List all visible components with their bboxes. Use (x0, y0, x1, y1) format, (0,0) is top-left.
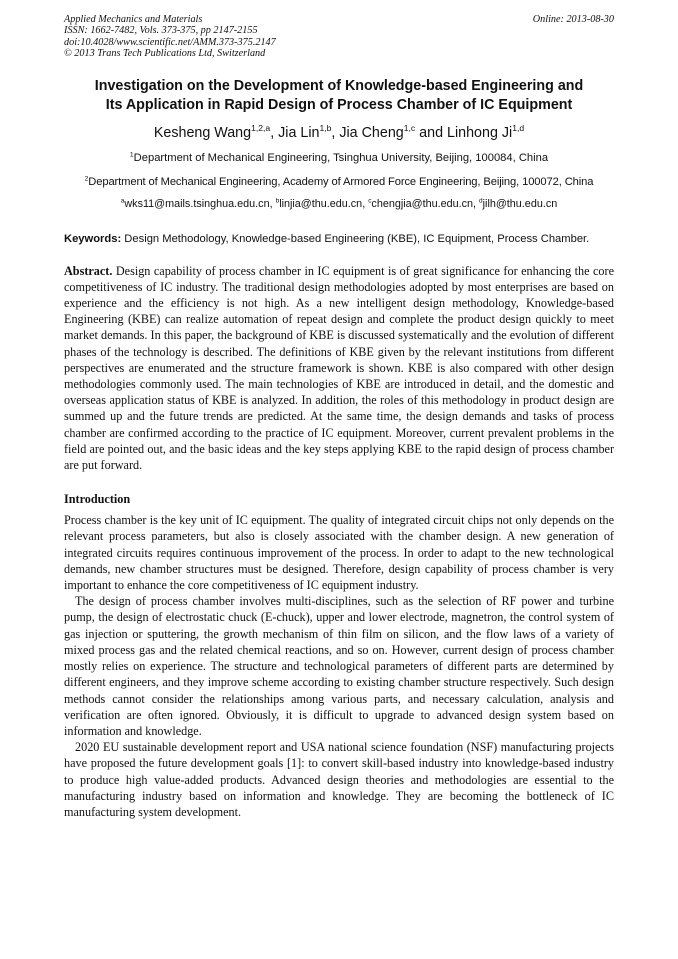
section-heading-introduction: Introduction (64, 492, 131, 507)
journal-header (64, 14, 614, 60)
email: $^c$chengjia@thu.edu.cn, (368, 197, 480, 210)
issn-line: ISSN: 1662-7482, Vols. 373-375, pp 2147-2155 (64, 25, 258, 37)
title-line-2: Its Application in Rapid Design of Process Chamber of IC Equipment (105, 96, 573, 113)
journal-name: Applied Mechanics and Materials (64, 14, 203, 25)
online-date: Online: 2013-08-30 (532, 14, 614, 25)
copyright-line: © 2013 Trans Tech Publications Ltd, Switzerland (64, 48, 266, 60)
email: $^b$linjia@thu.edu.cn, (275, 197, 369, 210)
paragraph: 2020 EU sustainable development report and USA national science foundation (NSF) manufacturing projects have proposed the future development goals [1]: to convert skill-based industry into knowledge-based industry to produce high value-added products. Advanced design theories and methodologies are essential to the manufacturing industry based on information and knowledge. They are becoming the bottleneck of IC manufacturing system development. (64, 740, 614, 819)
author: Kesheng Wang$^{1,2,a}$, (153, 122, 279, 141)
author: Jia Lin$^{1,b}$, (278, 122, 340, 141)
paper-title (64, 77, 614, 115)
author: Jia Cheng$^{1,c}$ and (339, 122, 448, 141)
author-emails (64, 198, 614, 211)
affiliation-1: $^1$Department of Mechanical Engineering, Tsinghua University, Beijing, 100084, China (129, 150, 549, 164)
keywords-text: Design Methodology, Knowledge-based Engineering (KBE), IC Equipment, Process Chamber. (121, 232, 590, 245)
author: Linhong Ji$^{1,d}$ (447, 122, 525, 141)
keywords-label: Keywords: (64, 232, 122, 245)
introduction-body (64, 512, 614, 820)
email: $^a$wks11@mails.tsinghua.edu.cn, (120, 197, 276, 210)
paragraph: The design of process chamber involves multi-disciplines, such as the selection of RF power and turbine pump, the design of electrostatic chuck (E-chuck), upper and lower electrode, magnetron, the control system of gas injection or sputtering, the growth mechanism of thin film on silicon, and the flow laws of a variety of mixed process gas and the related chemical reactions, and so on. However, current design of process chamber mostly relies on experience. The structure and technological parameters of different parts are determined by different engineers, and they improve scheme according to existing chamber structure respectively. Such design methods cannot consider the relationships among various parts, and necessary calculation, analysis and verification are often ignored. Obviously, it is difficult to upgrade to advanced design system based on information and knowledge. (64, 594, 614, 738)
abstract (64, 263, 614, 474)
abstract-label: Abstract. (64, 263, 113, 278)
abstract-text: Design capability of process chamber in IC equipment is of great significance for enhancing the core competitiveness of IC industry. The traditional design methodologies adopted by most enterprises are based on experience and the efficiency is not high. As a new intelligent design methodology, Knowledge-based Engineering (KBE) can realize automation of repeat design and complete the product design quickly to meet market demands. In this paper, the background of KBE is discussed systematically and the evolution of different phases of the technology is described. The definitions of KBE given by the relevant institutions from different perspectives are enumerated and the structure framework is shown. KBE is also compared with other design methodologies commonly used. The main technologies of KBE are introduced in detail, and the domestic and overseas application status of KBE is analyzed. In addition, the roles of this methodology in product design are summed up and the future trends are predicted. At the same time, the design demands and tasks of process chamber are confirmed according to the practice of IC equipment. Moreover, current prevalent problems in the field are pointed out, and the basic ideas and the key steps applying KBE to the rapid design of process chamber are put forward. (64, 263, 614, 473)
affiliation-2: $^2$Department of Mechanical Engineering, Academy of Armored Force Engineering, Beijing, 100072, China (84, 174, 594, 188)
email: $^d$jilh@thu.edu.cn (479, 197, 558, 210)
title-line-1: Investigation on the Development of Knowledge-based Engineering and (94, 77, 584, 94)
author-list (64, 124, 614, 142)
doi-line: doi:10.4028/www.scientific.net/AMM.373-375.2147 (64, 36, 276, 48)
paragraph: Process chamber is the key unit of IC equipment. The quality of integrated circuit chips not only depends on the relevant process parameters, but also is closely associated with the chamber design. A new generation of integrated circuits requires continuous improvement of the process. In order to adapt to the new technological demands, new chamber structures must be designed. Therefore, design capability of process chamber is very important to enhance the core competitiveness of IC equipment industry. (64, 513, 614, 593)
keywords (64, 232, 614, 246)
